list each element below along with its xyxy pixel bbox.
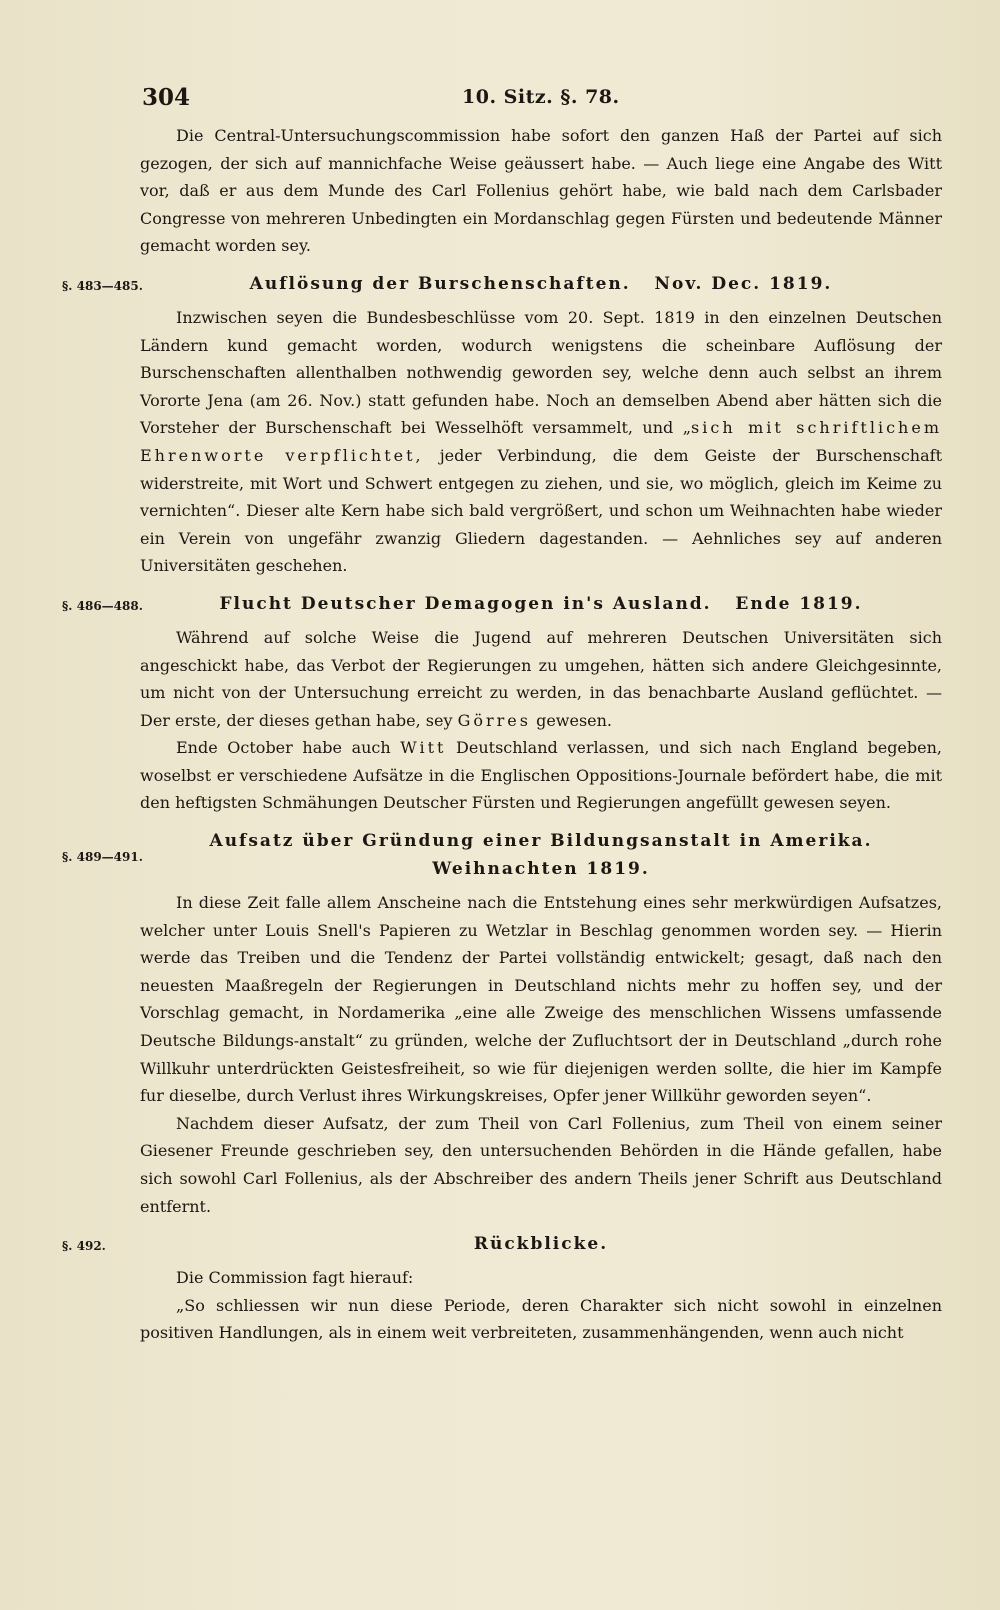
section-heading-3 <box>62 827 942 883</box>
paragraph-text: jeder Verbindung, die dem Geiste der Burschenschaft widerstreite, mit Wort und Schwert entgegen zu ziehen, und sie, wo möglich, gleich im Keime zu vernichten“. Dieser alte Kern habe sich bald vergrößert, und schon um Weihnachten habe wieder ein Verein von ungefähr zwanzig Gliedern dagestanden. — Aehnliches sey auf anderen Universitäten geschehen. <box>140 445 943 576</box>
paragraph-commission: Die Central-Untersuchungscommission habe sofort den ganzen Haß der Partei auf sich gezogen, der sich auf mannichfache Weise geäussert habe. — Auch liege eine Angabe des Witt vor, daß er aus dem Munde des Carl Follenius gehört habe, wie bald nach dem Carlsbader Congresse von mehreren Unbedingten ein Mordanschlag gegen Fürsten und bedeutende Männer gemacht worden sey. <box>140 126 942 256</box>
section-title-3: Aufsatz über Gründung einer Bildungsanstalt in Amerika. <box>209 831 873 852</box>
paragraph-text: Deutschland verlassen, und sich nach England begeben, woselbst er verschiedene Aufsätze in die Englischen Oppositions-Journale befördert habe, die mit den heftigsten Schmähungen Deutscher Fürsten und Regierungen angefüllt gewesen seyen. <box>140 738 943 813</box>
section-ref-1: §. 483—485. <box>62 278 143 293</box>
emphasized-text: sich mit schriftlichem Ehrenworte verpflichtet, <box>140 418 942 465</box>
page-body <box>62 122 943 1347</box>
section-title-4: Rückblicke. <box>473 1234 609 1255</box>
section-heading-2 <box>62 590 942 618</box>
paragraph-follenius: Nachdem dieser Aufsatz, der zum Theil von Carl Follenius, zum Theil von einem seiner Giesener Freunde geschrieben sey, den untersuchenden Behörden in die Hände gefallen, habe sich sowohl Carl Follenius, als der Abschreiber des andern Theils jener Schrift aus Deutschland entfernt. <box>140 1113 942 1216</box>
emphasized-name: Görres <box>457 710 531 730</box>
section-date-3: Weihnachten 1819. <box>432 859 650 880</box>
paragraph-quote: „So schliessen wir nun diese Periode, deren Charakter sich nicht sowohl in einzelnen positiven Handlungen, als in einem weit verbreiteten, zusammenhängenden, wenn auch nicht <box>140 1295 942 1343</box>
section-ref-4: §. 492. <box>62 1239 106 1254</box>
section-heading-1 <box>62 270 942 298</box>
section-date-2: Ende 1819. <box>735 593 863 614</box>
page-header <box>140 84 940 120</box>
paragraph-text: Ende October habe auch <box>176 738 401 758</box>
section-title-2: Flucht Deutscher Demagogen in's Ausland. <box>219 593 712 614</box>
paragraph-text: Während auf solche Weise die Jugend auf mehreren Deutschen Universitäten sich angeschickt habe, das Verbot der Regierungen zu umgehen, hätten sich andere Gleichgesinnte, um nicht von der Untersuchung erreicht zu werden, in das benachbarte Ausland geflüchtet. — Der erste, der dieses gethan habe, sey <box>140 627 942 730</box>
section-date-1: Nov. Dec. 1819. <box>654 273 833 294</box>
paragraph-witt <box>140 734 942 817</box>
section-ref-3: §. 489—491. <box>62 850 143 865</box>
paragraph-burschenschaft <box>140 304 942 580</box>
emphasized-name: Witt <box>400 738 447 758</box>
paragraph-america: In diese Zeit falle allem Anscheine nach die Entstehung eines sehr merkwürdigen Aufsatzes, welcher unter Louis Snell's Papieren zu Wetzlar in Beschlag genommen worden sey. — Hierin werde das Treiben und die Tendenz der Partei vollständig entwickelt; gesagt, daß nach den neuesten Maaßregeln der Regierungen in Deutschland nichts mehr zu hoffen sey, und der Vorschlag gemacht, in Nordamerika „eine alle Zweige des menschlichen Wissens umfassende Deutsche Bildungs-anstalt“ zu gründen, welche der Zufluchtsort der in Deutschland „durch rohe Willkuhr unterdrückten Geistesfreiheit, so wie für diejenigen werden sollte, die hier im Kampfe fur dieselbe, durch Verlust ihres Wirkungskreises, Opfer jener Willkühr geworden seyen“. <box>140 893 942 1106</box>
paragraph-flight <box>140 624 942 734</box>
paragraph-text: gewesen. <box>530 710 613 730</box>
paragraph-text: Inzwischen seyen die Bundesbeschlüsse vom 20. Sept. 1819 in den einzelnen Deutschen Ländern kund gemacht worden, wodurch wenigstens die scheinbare Auflösung der Burschenschaften allenthalben nothwendig geworden sey, welche denn auch selbst an ihrem Vororte Jena (am 26. Nov.) statt gefunden habe. Noch an demselben Abend aber hätten sich die Vorsteher der Burschenschaft bei Wesselhöft versammelt, und „ <box>140 307 942 438</box>
section-title-1: Auflösung der Burschenschaften. <box>249 273 631 294</box>
page-number: 304 <box>142 84 191 111</box>
running-head: 10. Sitz. §. 78. <box>462 86 620 108</box>
section-ref-2: §. 486—488. <box>62 598 143 613</box>
section-heading-4 <box>62 1230 942 1258</box>
paragraph-commission-says: Die Commission fagt hierauf: <box>176 1268 414 1288</box>
